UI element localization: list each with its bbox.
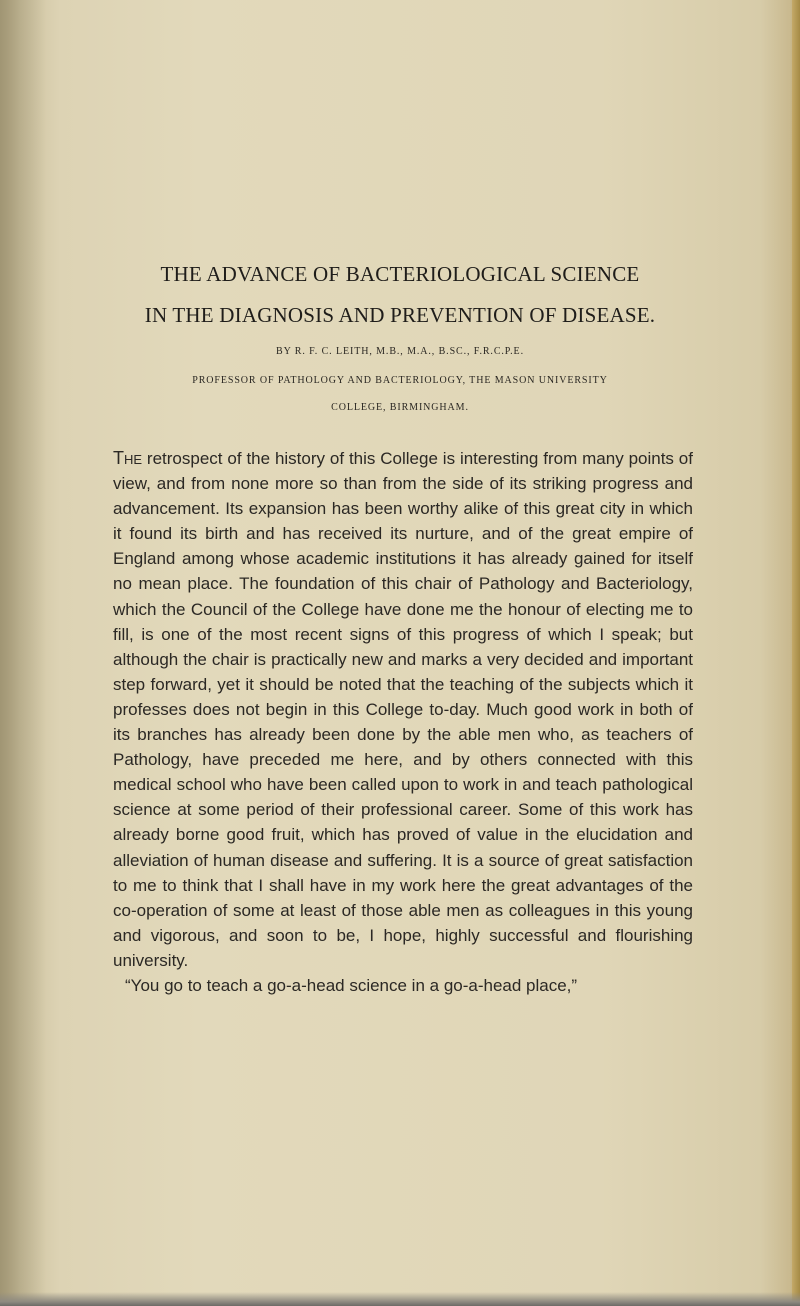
paragraph-text: retrospect of the history of this College is interesting from many points of view, and from none more so than from the side of its striking progress and advancement. Its expansion has been worthy alike of this great city in which it found its birth and has received its nurture, and of the great empire of England among whose academic institutions it has already gained for itself no mean place. The foundation of this chair of Pathology and Bacteriology, which the Council of the College have done me the honour of electing me to fill, is one of the most recent signs of this progress of which I speak; but although the chair is practically new and marks a very decided and important step forward, yet it should be noted that the teaching of the subjects which it professes does not begin in this College to-day. Much good work in both of its branches has already been done by the able men who, as teachers of Pathology, have preceded me here, and by others connected with this medical school who have been called upon to work in and teach pathological science at some period of their professional career. Some of this work has already borne good fruit, which has proved of value in the elucidation and alleviation of human disease and suffering. It is a source of great satisfaction to me to think that I shall have in my work here the great advantages of the co-operation of some at least of those able men as colleagues in this young and vigorous, and soon to be, I hope, highly successful and flourishing university. [113,449,693,970]
author-institution: COLLEGE, BIRMINGHAM. [331,402,469,413]
article-body [113,446,693,998]
binding-shadow [0,0,46,1306]
article-title-line-2: IN THE DIAGNOSIS AND PREVENTION OF DISEASE. [144,303,656,327]
page-bottom-edge [0,1292,800,1306]
lead-word: The [113,448,143,468]
article-title-line-1: THE ADVANCE OF BACTERIOLOGICAL SCIENCE [160,262,640,286]
page-edge [792,0,800,1306]
quote-paragraph: “You go to teach a go-a-head science in a go-a-head place,” [125,975,578,995]
author-position: PROFESSOR OF PATHOLOGY AND BACTERIOLOGY, THE MASON UNIVERSITY [192,375,608,386]
paragraph [113,446,693,973]
author-byline: BY R. F. C. LEITH, M.B., M.A., B.SC., F.R.C.P.E. [276,346,524,357]
